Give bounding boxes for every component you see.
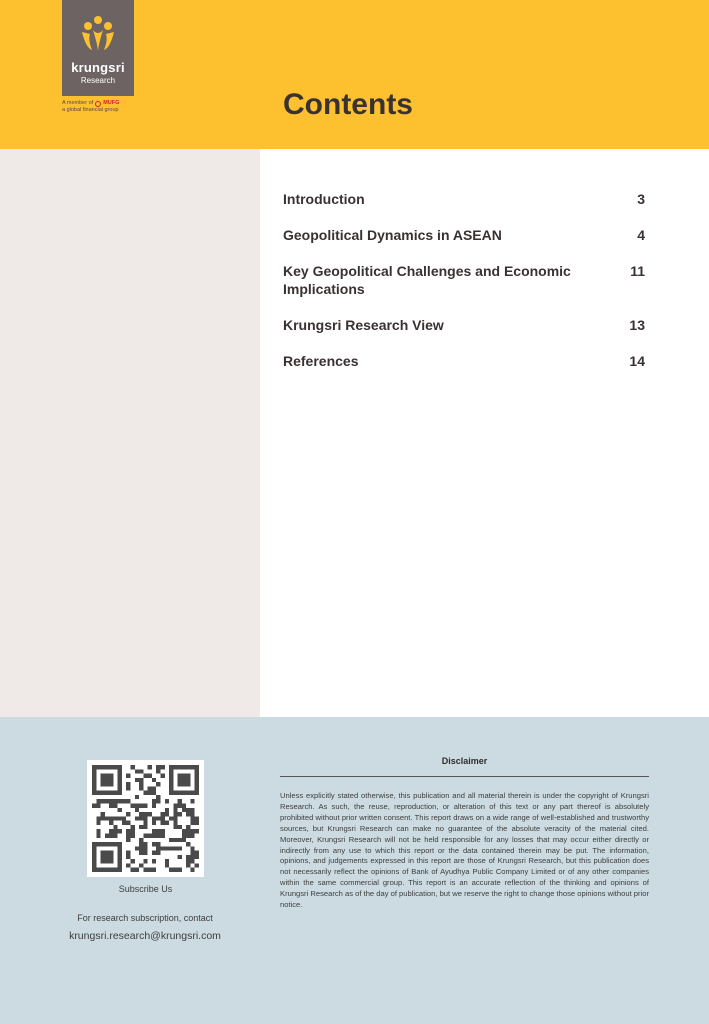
krungsri-logo[interactable] bbox=[62, 0, 134, 96]
qr-code[interactable] bbox=[87, 760, 204, 877]
toc-item-title: Key Geopolitical Challenges and Economic Implications bbox=[283, 263, 571, 297]
qr-code-icon bbox=[92, 765, 199, 872]
disclaimer-text: Unless explicitly stated otherwise, this publication and all material therein is under the copyright of Krungsri Research. As such, the reuse, reproduction, or alteration of this text or any part thereof is absolutely prohibited without prior written consent. This report draws on a wide range of well-established and trustworthy sources, but Krungsri Research can make no guarantee of the absolute veracity of the material cited. Moreover, Krungsri Research will not be held responsible for any losses that may occur either directly or indirectly from any use to which this report or the data contained therein may be put. The information, opinions, and judgements expressed in this report are those of Krungsri Research, but this publication does not necessarily reflect the opinions of Bank of Ayudhya Public Company Limited or of any other companies within the same commercial group. This report is an accurate reflection of the thinking and opinions of Krungsri Research as of the day of publication, but we reserve the right to change those opinions without prior notice. bbox=[280, 791, 649, 910]
mufg-logo-icon bbox=[95, 101, 101, 107]
header-band bbox=[0, 0, 709, 149]
toc-item-references[interactable] bbox=[283, 352, 645, 370]
toc-item-page: 3 bbox=[637, 191, 645, 207]
member-note bbox=[62, 100, 119, 114]
toc-item-page: 14 bbox=[629, 353, 645, 369]
toc-item-page: 11 bbox=[630, 263, 645, 279]
disclaimer-divider bbox=[280, 776, 649, 777]
left-panel bbox=[0, 149, 260, 717]
toc-item-page: 4 bbox=[637, 227, 645, 243]
toc-item-geopolitical-dynamics[interactable] bbox=[283, 226, 645, 244]
footer bbox=[0, 717, 709, 1024]
toc-item-research-view[interactable] bbox=[283, 316, 645, 334]
disclaimer-title: Disclaimer bbox=[441, 756, 488, 766]
member-text: A member of bbox=[62, 100, 94, 106]
toc-item-page: 13 bbox=[629, 317, 645, 333]
contact-text: For research subscription, contact bbox=[77, 913, 213, 923]
brand-name: krungsri bbox=[71, 60, 125, 75]
brand-division: Research bbox=[80, 76, 116, 85]
toc-item-title: Introduction bbox=[283, 191, 365, 207]
krungsri-emblem-icon bbox=[78, 14, 118, 54]
toc-item-title: References bbox=[283, 353, 359, 369]
contact-email[interactable]: krungsri.research@krungsri.com bbox=[69, 930, 221, 942]
subscribe-label: Subscribe Us bbox=[118, 884, 173, 894]
member-brand: MUFG bbox=[103, 100, 120, 106]
toc-item-title: Krungsri Research View bbox=[283, 317, 444, 333]
toc-item-title: Geopolitical Dynamics in ASEAN bbox=[283, 227, 502, 243]
page-title: Contents bbox=[283, 88, 413, 121]
toc-item-introduction[interactable] bbox=[283, 190, 645, 208]
member-tagline: a global financial group bbox=[62, 107, 119, 113]
table-of-contents bbox=[283, 190, 645, 388]
toc-item-key-challenges[interactable] bbox=[283, 262, 645, 298]
